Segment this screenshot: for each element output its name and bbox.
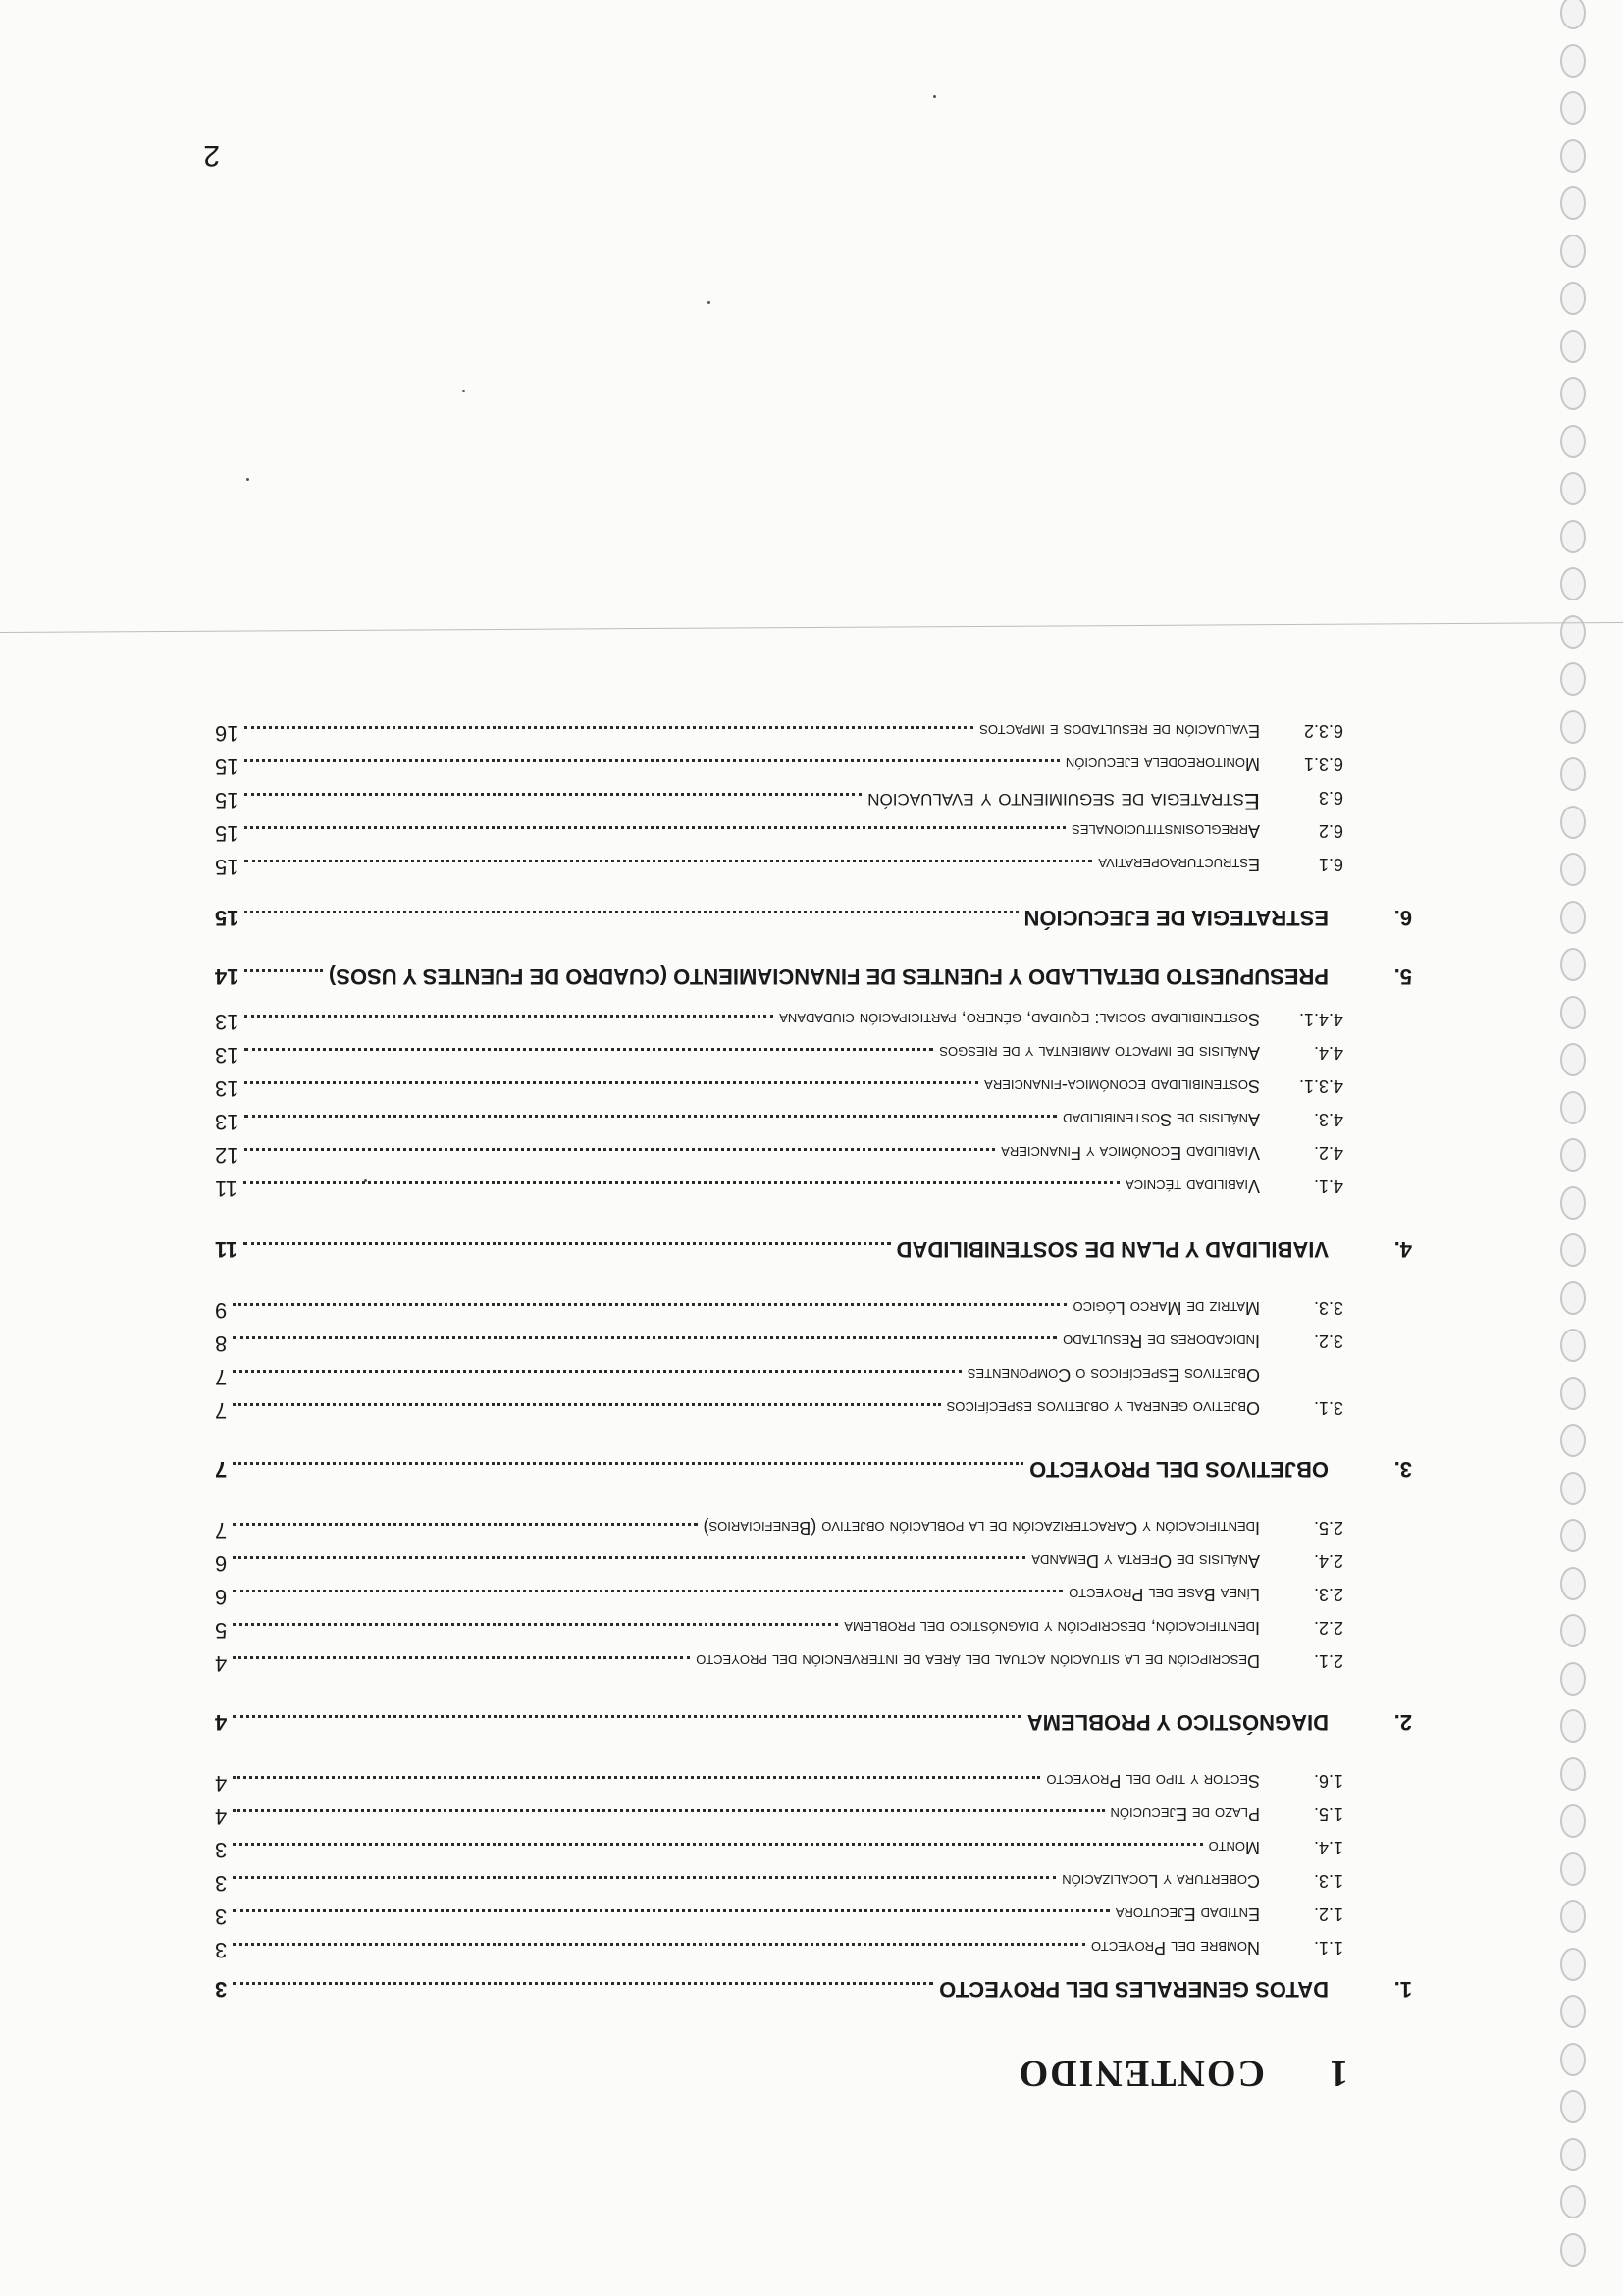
- toc-entry-title: Indicadores de Resultado: [1063, 1331, 1260, 1351]
- toc-dot-leader: [244, 759, 1059, 762]
- toc-dot-leader: [244, 826, 1066, 829]
- toc-entry[interactable]: [215, 1870, 1412, 1904]
- binding-hole: [1560, 1377, 1586, 1410]
- toc-entry-page: 11: [215, 1176, 237, 1201]
- toc-dot-leader: [244, 1048, 933, 1051]
- scan-artifact-line: [0, 622, 1623, 633]
- binding-hole: [1560, 567, 1586, 600]
- toc-entry-page: 7: [215, 1398, 228, 1423]
- toc-dot-leader: [233, 1623, 838, 1626]
- toc-entry-page: 15: [215, 788, 239, 812]
- toc-entry-page: 8: [215, 1331, 228, 1356]
- toc-entry-title: Arreglosinstitucionales: [1072, 821, 1260, 841]
- binding-hole: [1560, 757, 1586, 791]
- binding-hole: [1560, 615, 1586, 649]
- toc-entry[interactable]: [215, 1584, 1412, 1617]
- toc-entry-number: 4.2.: [1313, 1143, 1343, 1163]
- toc-entry[interactable]: [215, 1364, 1412, 1397]
- binding-hole: [1560, 1519, 1586, 1552]
- toc-entry-page: 7: [215, 1518, 228, 1542]
- toc-entry-title: Cobertura y Localización: [1062, 1871, 1260, 1891]
- toc-entry-number: 4.1.: [1313, 1176, 1343, 1196]
- binding-hole: [1560, 1614, 1586, 1647]
- toc-entry-number: 6.3: [1318, 788, 1343, 808]
- toc-entry-title: OBJETIVOS DEL PROYECTO: [1029, 1457, 1329, 1482]
- toc-entry-page: 11: [215, 1237, 238, 1262]
- toc-entry[interactable]: [215, 1075, 1412, 1109]
- binding-hole: [1560, 1995, 1586, 2028]
- scan-speck: [707, 301, 710, 304]
- toc-entry-title: DIAGNÓSTICO Y PROBLEMA: [1026, 1710, 1329, 1735]
- toc-entry-number: 6.1: [1318, 855, 1343, 874]
- toc-dot-leader: [233, 1909, 1110, 1912]
- binding-hole: [1560, 1281, 1586, 1315]
- binding-hole: [1560, 186, 1586, 220]
- toc-entry[interactable]: [215, 1650, 1412, 1684]
- binding-hole: [1560, 2185, 1586, 2218]
- toc-entry-number: 6.: [1393, 906, 1412, 930]
- toc-entry-page: 7: [215, 1457, 228, 1482]
- toc-entry-page: 15: [215, 855, 239, 879]
- toc-dot-leader: [244, 726, 973, 729]
- scan-speck: [462, 390, 465, 392]
- toc-entry-number: 4.: [1393, 1237, 1412, 1262]
- binding-hole: [1560, 1233, 1586, 1267]
- toc-entry-number: 6.3.2: [1303, 721, 1343, 741]
- binding-hole: [1560, 901, 1586, 934]
- toc-entry[interactable]: [215, 1297, 1412, 1331]
- toc-dot-leader: [233, 1370, 962, 1373]
- toc-entry-title: Viabilidad Económica y Financiera: [1001, 1143, 1260, 1163]
- binding-hole: [1560, 1138, 1586, 1172]
- binding-hole: [1560, 1567, 1586, 1600]
- toc-dot-leader: [243, 1242, 890, 1245]
- toc-entry[interactable]: [215, 1550, 1412, 1584]
- toc-dot-leader: [233, 1556, 1025, 1559]
- toc-entry-title: Objetivo general y objetivos específicos: [946, 1398, 1260, 1418]
- toc-entry[interactable]: [215, 1456, 1412, 1489]
- toc-entry-page: 6: [215, 1551, 228, 1576]
- toc-entry-number: 2.2.: [1313, 1618, 1343, 1638]
- toc-entry[interactable]: [215, 1770, 1412, 1803]
- toc-entry[interactable]: [215, 1937, 1412, 1970]
- binding-hole: [1560, 853, 1586, 886]
- binding-hole: [1560, 1329, 1586, 1362]
- toc-entry[interactable]: [215, 1709, 1412, 1743]
- toc-entry-title: Monto: [1208, 1838, 1260, 1857]
- toc-entry-page: 12: [215, 1143, 239, 1168]
- toc-entry-page: 3: [215, 1938, 228, 1962]
- binding-hole: [1560, 1852, 1586, 1886]
- binding-hole: [1560, 0, 1586, 29]
- toc-entry[interactable]: [215, 1617, 1412, 1650]
- toc-entry-page: 13: [215, 1043, 239, 1068]
- toc-entry-title: Monitoreodela ejecución: [1065, 755, 1260, 774]
- toc-entry[interactable]: [215, 1236, 1412, 1270]
- toc-dot-leader: [243, 1181, 1120, 1184]
- toc-entry[interactable]: [215, 720, 1412, 754]
- toc-entry[interactable]: [215, 1976, 1412, 2009]
- toc-entry-page: 13: [215, 1010, 239, 1034]
- heading-title: CONTENIDO: [1017, 2053, 1265, 2094]
- toc-entry-title: PRESUPUESTO DETALLADO Y FUENTES DE FINANCIAMIENTO (CUADRO DE FUENTES Y USOS): [328, 965, 1329, 989]
- toc-dot-leader: [244, 969, 322, 972]
- toc-entry-title: Entidad Ejecutora: [1115, 1905, 1260, 1924]
- toc-entry[interactable]: [215, 787, 1412, 820]
- binding-hole: [1560, 806, 1586, 839]
- toc-dot-leader: [233, 1523, 697, 1526]
- toc-entry-title: Evaluación de resultados e impactos: [979, 721, 1260, 741]
- toc-entry-title: Estrategia de seguimiento y evaluación: [867, 788, 1260, 814]
- binding-hole: [1560, 1709, 1586, 1743]
- toc-dot-leader: [233, 1336, 1057, 1339]
- toc-entry-number: 3.: [1393, 1457, 1412, 1482]
- binding-hole: [1560, 1424, 1586, 1457]
- toc-entry-title: Plazo de Ejecución: [1110, 1804, 1260, 1824]
- toc-entry-title: Sostenibilidad social: equidad, género, participación ciudadana: [779, 1010, 1260, 1029]
- toc-dot-leader: [233, 1843, 1202, 1846]
- binding-hole: [1560, 520, 1586, 553]
- toc-entry-title: ESTRATEGIA DE EJECUCIÓN: [1023, 906, 1329, 930]
- toc-entry-page: 15: [215, 821, 239, 846]
- binding-hole: [1560, 330, 1586, 363]
- toc-entry[interactable]: [215, 905, 1412, 938]
- toc-entry-number: 3.1.: [1313, 1398, 1343, 1418]
- toc-dot-leader: [233, 1303, 1067, 1306]
- toc-entry-title: Análisis de Oferta y Demanda: [1031, 1551, 1260, 1571]
- scan-speck: [246, 478, 249, 481]
- toc-entry-title: Viabilidad técnica: [1126, 1176, 1260, 1196]
- binding-hole: [1560, 1757, 1586, 1791]
- toc-entry-page: 3: [215, 1905, 228, 1929]
- binding-hole: [1560, 1472, 1586, 1505]
- binding-hole: [1560, 662, 1586, 696]
- toc-entry[interactable]: [215, 1009, 1412, 1042]
- toc-entry[interactable]: [215, 1331, 1412, 1364]
- toc-entry-number: 4.4.: [1313, 1043, 1343, 1063]
- toc-entry-page: 4: [215, 1710, 228, 1735]
- toc-entry-page: 3: [215, 1838, 228, 1862]
- toc-dot-leader: [244, 1148, 995, 1151]
- toc-entry[interactable]: [215, 1837, 1412, 1870]
- toc-entry[interactable]: [215, 854, 1412, 887]
- toc-entry-page: 3: [215, 1871, 228, 1896]
- toc-entry-number: 1.2.: [1313, 1905, 1343, 1924]
- toc-entry-title: Análisis de Sostenibilidad: [1063, 1110, 1260, 1129]
- toc-entry[interactable]: [215, 1042, 1412, 1075]
- toc-dot-leader: [244, 793, 862, 796]
- binding-hole: [1560, 2090, 1586, 2123]
- toc-entry-number: 2.5.: [1313, 1518, 1343, 1538]
- page-number: 2: [203, 139, 220, 172]
- toc-entry-page: 9: [215, 1298, 228, 1323]
- toc-entry-page: 14: [215, 965, 239, 989]
- binding-hole: [1560, 2043, 1586, 2076]
- toc-entry-number: 4.4.1.: [1298, 1010, 1343, 1029]
- toc-dot-leader: [233, 1656, 690, 1659]
- toc-entry-number: 1.4.: [1313, 1838, 1343, 1857]
- toc-entry-number: 6.2: [1318, 821, 1343, 841]
- toc-entry-page: 15: [215, 755, 239, 779]
- table-of-contents-heading: [1018, 2052, 1348, 2095]
- toc-entry-number: 5.: [1393, 965, 1412, 989]
- binding-hole: [1560, 235, 1586, 268]
- toc-entry-title: Estructuraoperativa: [1098, 855, 1260, 874]
- toc-entry-title: Descripción de la situación actual del área de intervención del proyecto: [696, 1651, 1260, 1671]
- binding-hole: [1560, 425, 1586, 458]
- binding-hole: [1560, 472, 1586, 505]
- toc-entry-number: 6.3.1: [1303, 755, 1343, 774]
- toc-entry-title: Sector y tipo del Proyecto: [1046, 1771, 1260, 1791]
- toc-dot-leader: [244, 1115, 1057, 1118]
- toc-entry-page: 4: [215, 1804, 228, 1829]
- binding-hole: [1560, 1186, 1586, 1220]
- toc-entry-title: Identificación, descripción y diagnóstico del problema: [844, 1618, 1260, 1638]
- toc-entry-number: 2.: [1393, 1710, 1412, 1735]
- binding-hole: [1560, 1091, 1586, 1124]
- toc-entry-page: 5: [215, 1618, 228, 1643]
- toc-dot-leader: [233, 1462, 1023, 1465]
- toc-entry-title: Análisis de impacto ambiental y de riesgos: [939, 1043, 1260, 1063]
- toc-entry-page: 6: [215, 1585, 228, 1609]
- binding-hole: [1560, 948, 1586, 981]
- toc-entry[interactable]: [215, 754, 1412, 787]
- toc-dot-leader: [244, 911, 1018, 913]
- toc-entry-number: 2.1.: [1313, 1651, 1343, 1671]
- toc-entry-number: 2.3.: [1313, 1585, 1343, 1604]
- binding-hole: [1560, 1043, 1586, 1076]
- toc-entry[interactable]: [215, 1517, 1412, 1550]
- toc-entry-title: Línea Base del Proyecto: [1069, 1585, 1260, 1604]
- binding-hole: [1560, 996, 1586, 1029]
- toc-dot-leader: [233, 1776, 1040, 1779]
- toc-dot-leader: [244, 1081, 978, 1084]
- toc-entry-title: Sostenibilidad económica-financiera: [984, 1076, 1260, 1096]
- toc-entry-page: 7: [215, 1365, 228, 1389]
- toc-entry-page: 15: [215, 906, 239, 930]
- binding-hole: [1560, 282, 1586, 315]
- toc-entry-page: 4: [215, 1651, 228, 1676]
- toc-entry-number: 2.4.: [1313, 1551, 1343, 1571]
- toc-entry-title: Identificación y Caracterización de la población objetivo (Beneficiarios): [703, 1518, 1260, 1538]
- toc-entry-number: 4.3.: [1313, 1110, 1343, 1129]
- binding-hole: [1560, 1948, 1586, 1981]
- toc-entry[interactable]: [215, 1904, 1412, 1937]
- toc-entry-number: 1.5.: [1313, 1804, 1343, 1824]
- binding-hole: [1560, 2138, 1586, 2171]
- scan-speck: [364, 1179, 367, 1182]
- toc-entry-title: Nombre del Proyecto: [1090, 1938, 1260, 1957]
- toc-entry[interactable]: [215, 1175, 1412, 1209]
- binding-hole: [1560, 139, 1586, 173]
- toc-dot-leader: [233, 1403, 940, 1406]
- toc-entry-number: 1.1.: [1313, 1938, 1343, 1957]
- toc-dot-leader: [244, 860, 1092, 862]
- toc-entry[interactable]: [215, 964, 1412, 997]
- toc-dot-leader: [233, 1715, 1021, 1718]
- toc-dot-leader: [244, 1015, 773, 1018]
- toc-dot-leader: [233, 1876, 1056, 1879]
- toc-entry-page: 16: [215, 721, 239, 746]
- toc-entry-number: 3.2.: [1313, 1331, 1343, 1351]
- binding-holes: [1525, 0, 1623, 2296]
- toc-entry-title: Matriz de Marco Lógico: [1073, 1298, 1260, 1318]
- toc-entry-page: 4: [215, 1771, 228, 1796]
- toc-dot-leader: [233, 1982, 933, 1985]
- binding-hole: [1560, 91, 1586, 125]
- toc-entry[interactable]: [215, 1803, 1412, 1837]
- scan-speck: [933, 95, 936, 98]
- binding-hole: [1560, 1900, 1586, 1933]
- toc-entry[interactable]: [215, 1397, 1412, 1431]
- toc-entry-page: 13: [215, 1110, 239, 1134]
- toc-dot-leader: [233, 1590, 1063, 1592]
- toc-entry-title: Objetivos Específicos o Componentes: [967, 1365, 1260, 1384]
- heading-number: 1: [1328, 2053, 1348, 2094]
- binding-hole: [1560, 44, 1586, 78]
- toc-entry-number: 1.: [1393, 1977, 1412, 2002]
- toc-entry[interactable]: [215, 820, 1412, 854]
- toc-entry-title: VIABILIDAD Y PLAN DE SOSTENIBILIDAD: [896, 1237, 1329, 1262]
- binding-hole: [1560, 1804, 1586, 1838]
- toc-entry-number: 4.3.1.: [1298, 1076, 1343, 1096]
- binding-hole: [1560, 2233, 1586, 2267]
- toc-entry-page: 13: [215, 1076, 239, 1101]
- toc-entry-number: 1.3.: [1313, 1871, 1343, 1891]
- toc-entry-title: DATOS GENERALES DEL PROYECTO: [939, 1977, 1329, 2002]
- toc-entry[interactable]: [215, 1142, 1412, 1175]
- toc-dot-leader: [233, 1809, 1104, 1812]
- binding-hole: [1560, 1662, 1586, 1696]
- binding-hole: [1560, 377, 1586, 410]
- toc-entry-number: 1.6.: [1313, 1771, 1343, 1791]
- toc-entry-page: 3: [215, 1977, 228, 2002]
- toc-entry-number: 3.3.: [1313, 1298, 1343, 1318]
- binding-hole: [1560, 710, 1586, 744]
- toc-dot-leader: [233, 1943, 1085, 1946]
- toc-entry[interactable]: [215, 1109, 1412, 1142]
